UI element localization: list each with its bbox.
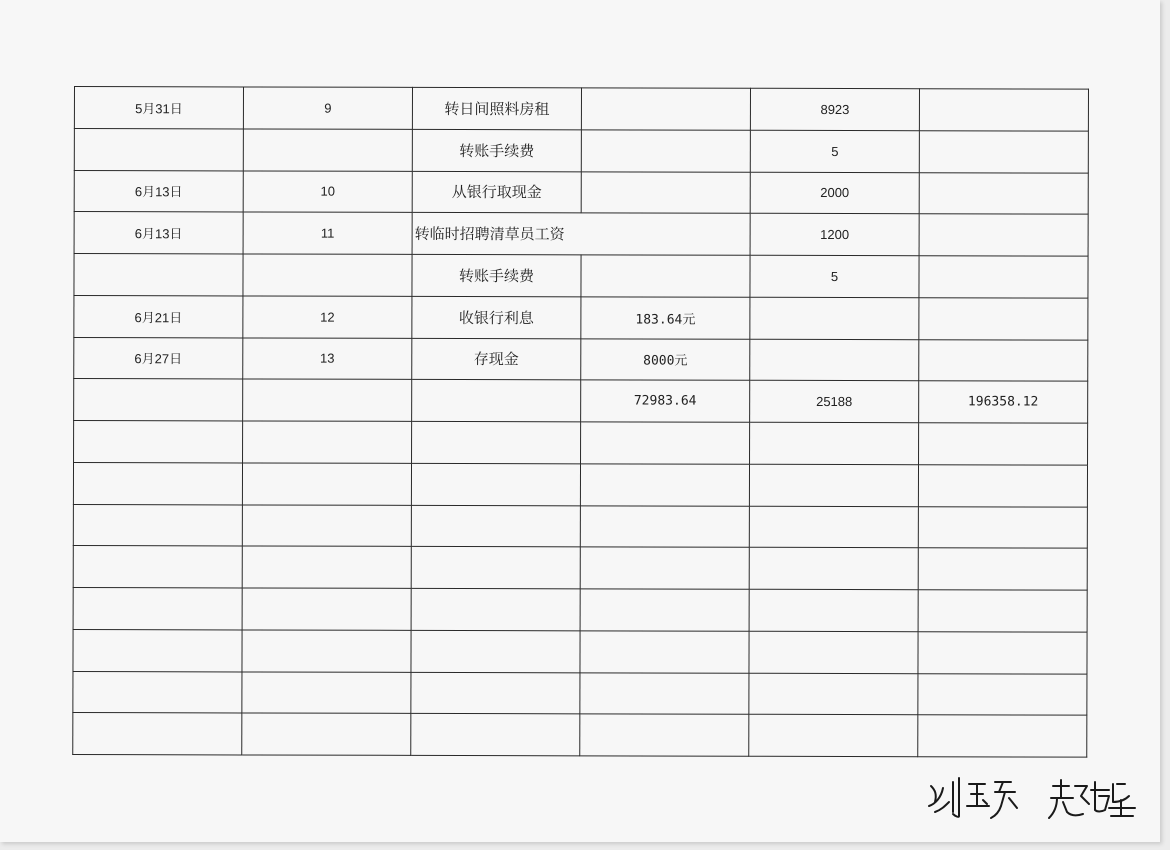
empty-cell [749,589,918,631]
balance-cell [919,256,1088,298]
empty-cell [411,630,580,672]
date-cell: 6月21日 [74,295,243,337]
balance-total-cell: 196358.12 [919,381,1088,423]
expense-cell [750,339,919,381]
expense-cell: 5 [750,130,919,172]
empty-cell [242,630,411,672]
date-cell [74,254,243,296]
empty-cell [74,421,243,463]
expense-cell: 5 [750,255,919,297]
income-total-cell: 72983.64 [581,380,750,422]
empty-cell [580,547,749,589]
empty-cell [242,504,411,546]
voucher-number-cell: 13 [243,337,412,379]
voucher-number-cell: 10 [243,170,412,212]
empty-cell [411,505,580,547]
voucher-number-cell: 12 [243,296,412,338]
empty-cell [918,464,1087,506]
empty-cell [242,713,411,755]
empty-row [73,587,1087,631]
income-cell [581,130,750,172]
description-cell: 转临时招聘清草员工资 [412,213,750,256]
empty-cell [749,631,918,673]
empty-cell [73,546,242,588]
empty-cell [242,463,411,505]
empty-cell [242,546,411,588]
empty-row [73,546,1087,590]
empty-cell [918,631,1087,673]
expense-cell: 2000 [750,172,919,214]
empty-cell [242,588,411,630]
empty-cell [411,714,580,756]
description-cell: 转日间照料房租 [412,87,581,129]
empty-cell [411,463,580,505]
date-cell [74,128,243,170]
empty-cell [749,715,918,757]
empty-cell [918,548,1087,590]
totals-row [74,379,1088,423]
description-cell: 存现金 [412,338,581,380]
table-row [74,337,1088,381]
empty-cell [580,464,749,506]
empty-cell [580,714,749,756]
empty-cell [73,587,242,629]
empty-row [73,671,1087,715]
income-cell: 8000元 [581,338,750,380]
income-cell: 183.64元 [581,297,750,339]
description-cell: 从银行取现金 [412,171,581,213]
empty-cell [749,548,918,590]
handwritten-signatures [925,772,1140,822]
expense-cell [750,297,919,339]
empty-cell [412,421,581,463]
income-cell [581,255,750,297]
expense-cell: 1200 [750,214,919,256]
empty-row [73,629,1087,673]
table-row [74,254,1088,298]
empty-cell [73,462,242,504]
voucher-number-cell: 11 [243,212,412,254]
date-cell: 6月13日 [74,212,243,254]
expense-cell: 8923 [750,88,919,130]
empty-cell [918,506,1087,548]
empty-row [74,421,1088,465]
balance-cell [919,89,1088,131]
empty-cell [73,671,242,713]
empty-cell [918,673,1087,715]
table-row [74,170,1088,214]
date-cell: 5月31日 [74,87,243,129]
description-cell: 收银行利息 [412,296,581,338]
empty-cell [73,504,242,546]
balance-cell [919,214,1088,256]
empty-cell [749,673,918,715]
empty-cell [580,631,749,673]
empty-cell [580,505,749,547]
voucher-number-cell: 9 [243,87,412,129]
voucher-number-cell [243,254,412,296]
empty-cell [73,713,242,755]
empty-cell [411,588,580,630]
empty-cell [243,421,412,463]
voucher-number-cell [243,129,412,171]
date-cell: 6月27日 [74,337,243,379]
empty-cell [73,629,242,671]
empty-cell [581,422,750,464]
table-row [74,87,1088,131]
expense-total-cell: 25188 [750,381,919,423]
empty-cell [411,547,580,589]
empty-row [73,713,1087,757]
balance-cell [919,339,1088,381]
empty-cell [918,715,1087,757]
empty-cell [580,672,749,714]
table-row [74,212,1088,256]
empty-cell [750,422,919,464]
description-cell: 转账手续费 [412,254,581,296]
empty-cell [749,464,918,506]
empty-cell [580,589,749,631]
description-cell [412,380,581,422]
empty-row [73,462,1087,506]
income-cell [581,171,750,213]
empty-cell [918,590,1087,632]
empty-cell [919,423,1088,465]
description-cell: 转账手续费 [412,129,581,171]
empty-cell [411,672,580,714]
balance-cell [919,297,1088,339]
date-cell [74,379,243,421]
table-row [74,128,1088,172]
ledger-table [72,86,1089,758]
table-row [74,295,1088,339]
empty-cell [242,671,411,713]
balance-cell [919,130,1088,172]
empty-cell [749,506,918,548]
balance-cell [919,172,1088,214]
voucher-number-cell [243,379,412,421]
income-cell [581,88,750,130]
date-cell: 6月13日 [74,170,243,212]
empty-row [73,504,1087,548]
